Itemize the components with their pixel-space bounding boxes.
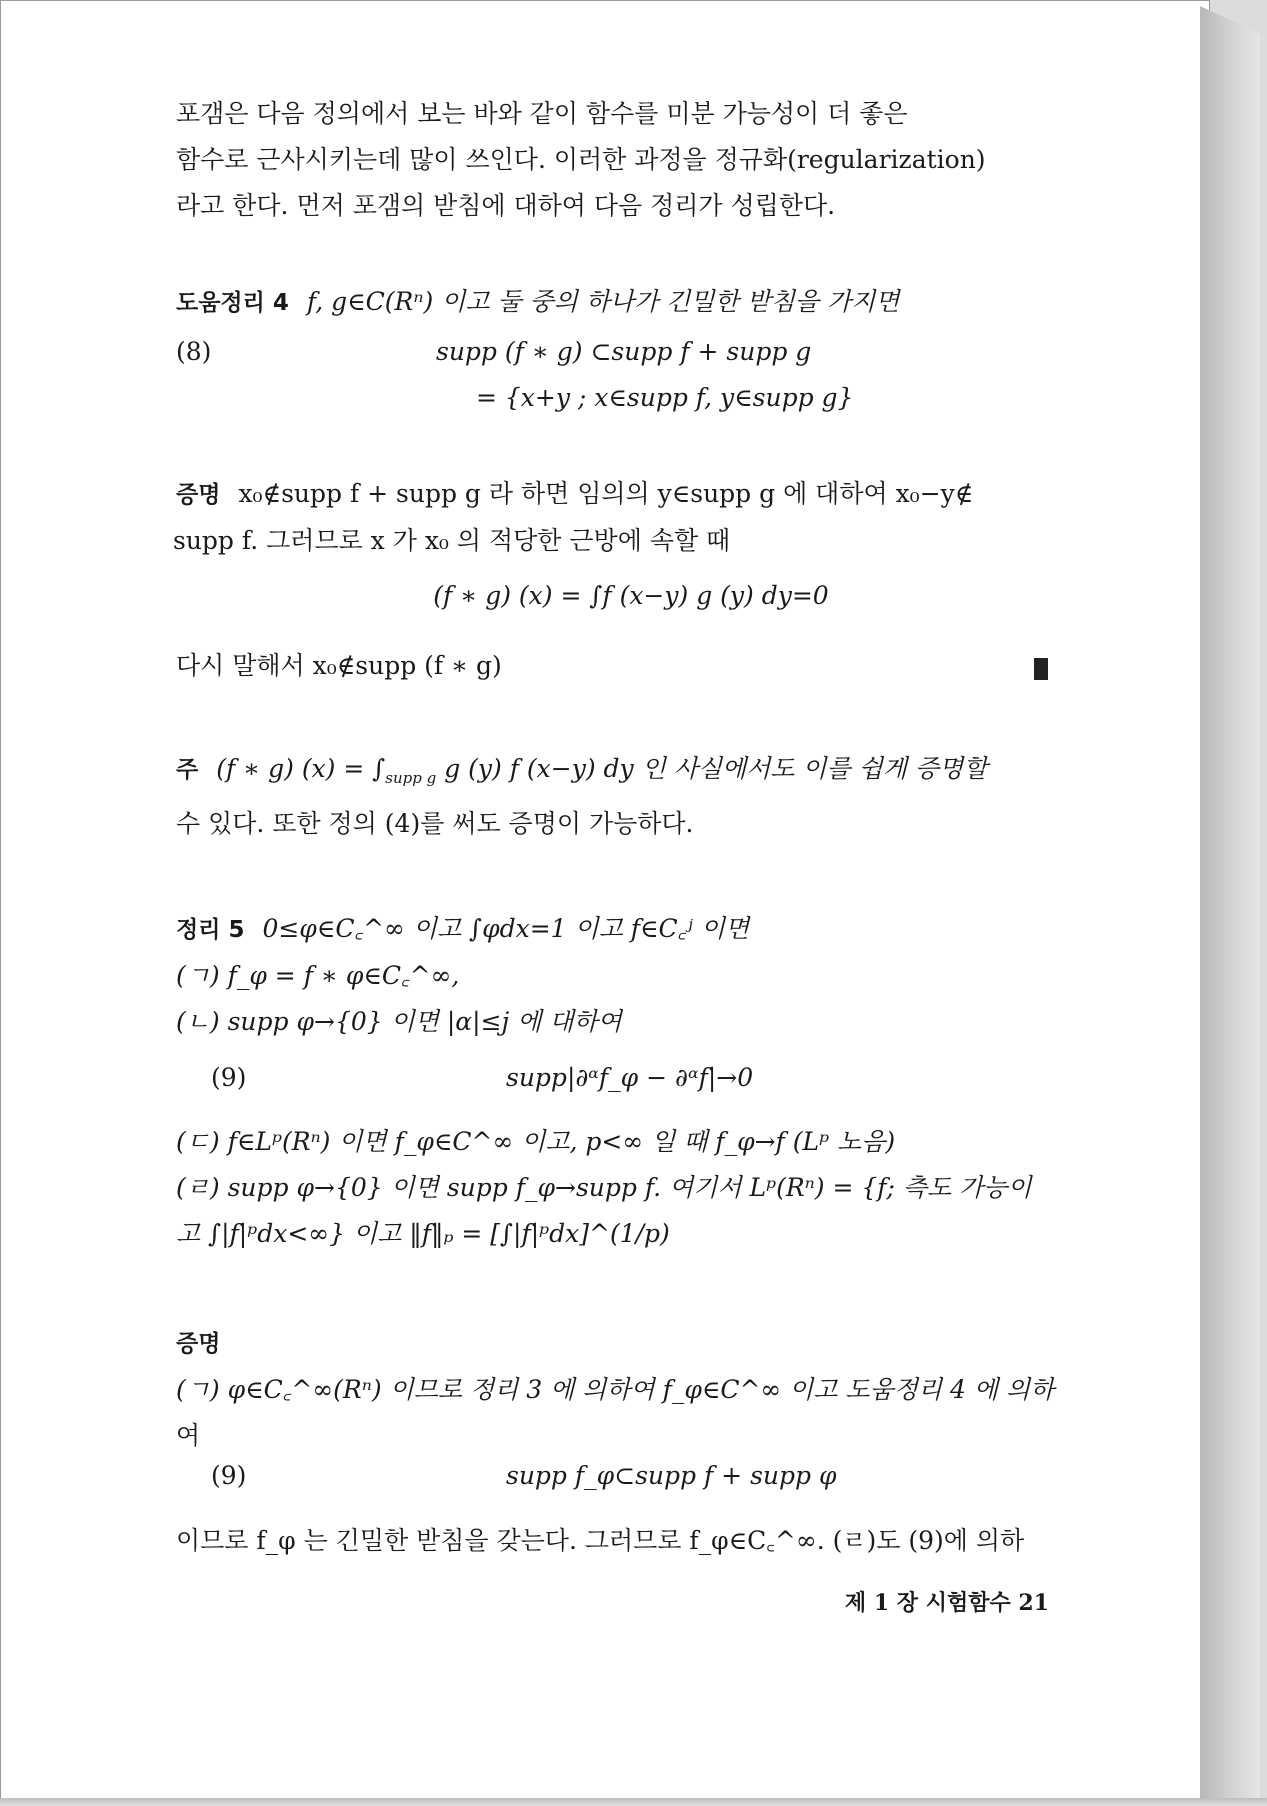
theorem-5-label: 정리 5 xyxy=(176,917,245,943)
intro-line-2: 함수로 근사시키는데 많이 쓰인다. 이러한 과정을 정규화(regularization) xyxy=(176,145,986,174)
proof-4-conclusion: 다시 말해서 x₀∉supp (f ∗ g) xyxy=(176,651,502,680)
remark-label: 주 xyxy=(176,757,199,783)
book-page-edge xyxy=(1200,6,1260,1800)
equation-9 xyxy=(176,1063,1081,1109)
remark xyxy=(176,746,1081,847)
proof-5-line-1: (ㄱ) φ∈C꜀^∞(Rⁿ) 이므로 정리 3 에 의하여 f_φ∈C^∞ 이고 도움정리 4 에 의하 xyxy=(176,1375,1055,1404)
remark-text: g (y) f (x−y) dy 인 사실에서도 이를 쉽게 증명할 xyxy=(444,754,988,783)
proof-5-equation-number: (9) xyxy=(211,1461,247,1490)
proof-5-equation-body: supp f_φ⊂supp f + supp φ xyxy=(506,1461,837,1490)
proof-5-line-2: 여 xyxy=(176,1421,201,1450)
intro-line-3: 라고 한다. 먼저 포갬의 받침에 대하여 다음 정리가 성립한다. xyxy=(176,191,836,220)
proof-5-equation xyxy=(176,1461,1081,1507)
intro-paragraph xyxy=(176,91,1081,229)
theorem-5-rest xyxy=(176,1119,1081,1257)
theorem-5-statement xyxy=(176,906,1081,953)
proof-4-label: 증명 xyxy=(176,482,221,508)
lemma-4-label: 도움정리 4 xyxy=(176,290,289,316)
theorem-5-item-d-1: (ㄹ) supp φ→{0} 이면 supp f_φ→supp f. 여기서 Lᵖ(Rⁿ) = {f; 측도 가능이 xyxy=(176,1173,1032,1202)
proof-5-last-line: 이므로 f_φ 는 긴밀한 받침을 갖는다. 그러므로 f_φ∈C꜀^∞. (ㄹ)도 (9)에 의하 xyxy=(176,1526,1025,1555)
remark-line-1 xyxy=(176,746,1081,801)
lemma-4 xyxy=(176,279,1081,326)
theorem-5 xyxy=(176,906,1081,1045)
lemma-4-text: f, g∈C(Rⁿ) 이고 둘 중의 하나가 긴밀한 받침을 가지면 xyxy=(306,287,900,316)
theorem-5-item-a: (ㄱ) f_φ = f ∗ φ∈C꜀^∞, xyxy=(176,961,460,990)
proof-4-equation: (f ∗ g) (x) = ∫f (x−y) g (y) dy=0 xyxy=(433,581,829,610)
qed-mark xyxy=(1034,658,1048,680)
theorem-5-item-d-2: 고 ∫|f|ᵖdx<∞} 이고 ‖f‖ₚ = [∫|f|ᵖdx]^(1/p) xyxy=(176,1219,670,1248)
proof-lemma-4 xyxy=(173,471,1081,564)
remark-math: (f ∗ g) (x) = ∫ xyxy=(216,754,386,783)
equation-9-number: (9) xyxy=(211,1063,247,1092)
remark-line-2: 수 있다. 또한 정의 (4)를 써도 증명이 가능하다. xyxy=(176,809,694,838)
proof-theorem-5 xyxy=(176,1321,1081,1459)
book-page-bottom-edge xyxy=(0,1798,1267,1806)
equation-8 xyxy=(176,337,1081,437)
proof-5-label: 증명 xyxy=(176,1331,221,1357)
proof-4-line-2: supp f. 그러므로 x 가 x₀ 의 적당한 근방에 속할 때 xyxy=(173,526,731,555)
lemma-4-statement xyxy=(176,279,1081,326)
equation-8-number: (8) xyxy=(176,337,212,366)
theorem-5-item-b: (ㄴ) supp φ→{0} 이면 |α|≤j 에 대하여 xyxy=(176,1007,622,1036)
intro-line-1: 포갬은 다음 정의에서 보는 바와 같이 함수를 미분 가능성이 더 좋은 xyxy=(176,99,908,128)
equation-9-body: supp|∂ᵅf_φ − ∂ᵅf|→0 xyxy=(506,1063,754,1092)
theorem-5-item-c: (ㄷ) f∈Lᵖ(Rⁿ) 이면 f_φ∈C^∞ 이고, p<∞ 일 때 f_φ→f (Lᵖ 노음) xyxy=(176,1127,896,1156)
page-footer: 제 1 장 시험함수 21 xyxy=(844,1590,1049,1616)
equation-8-line-1: supp (f ∗ g) ⊂supp f + supp g xyxy=(436,337,812,366)
proof-4-text-1: x₀∉supp f + supp g 라 하면 임의의 y∈supp g 에 대하여 x₀−y∉ xyxy=(238,479,974,508)
remark-integral-sub: supp g xyxy=(385,769,437,787)
theorem-5-text: 0≤φ∈C꜀^∞ 이고 ∫φdx=1 이고 f∈C꜀ʲ 이면 xyxy=(262,914,750,943)
equation-8-line-2: = {x+y ; x∈supp f, y∈supp g} xyxy=(476,383,854,412)
proof-4-line-1 xyxy=(176,471,1081,518)
